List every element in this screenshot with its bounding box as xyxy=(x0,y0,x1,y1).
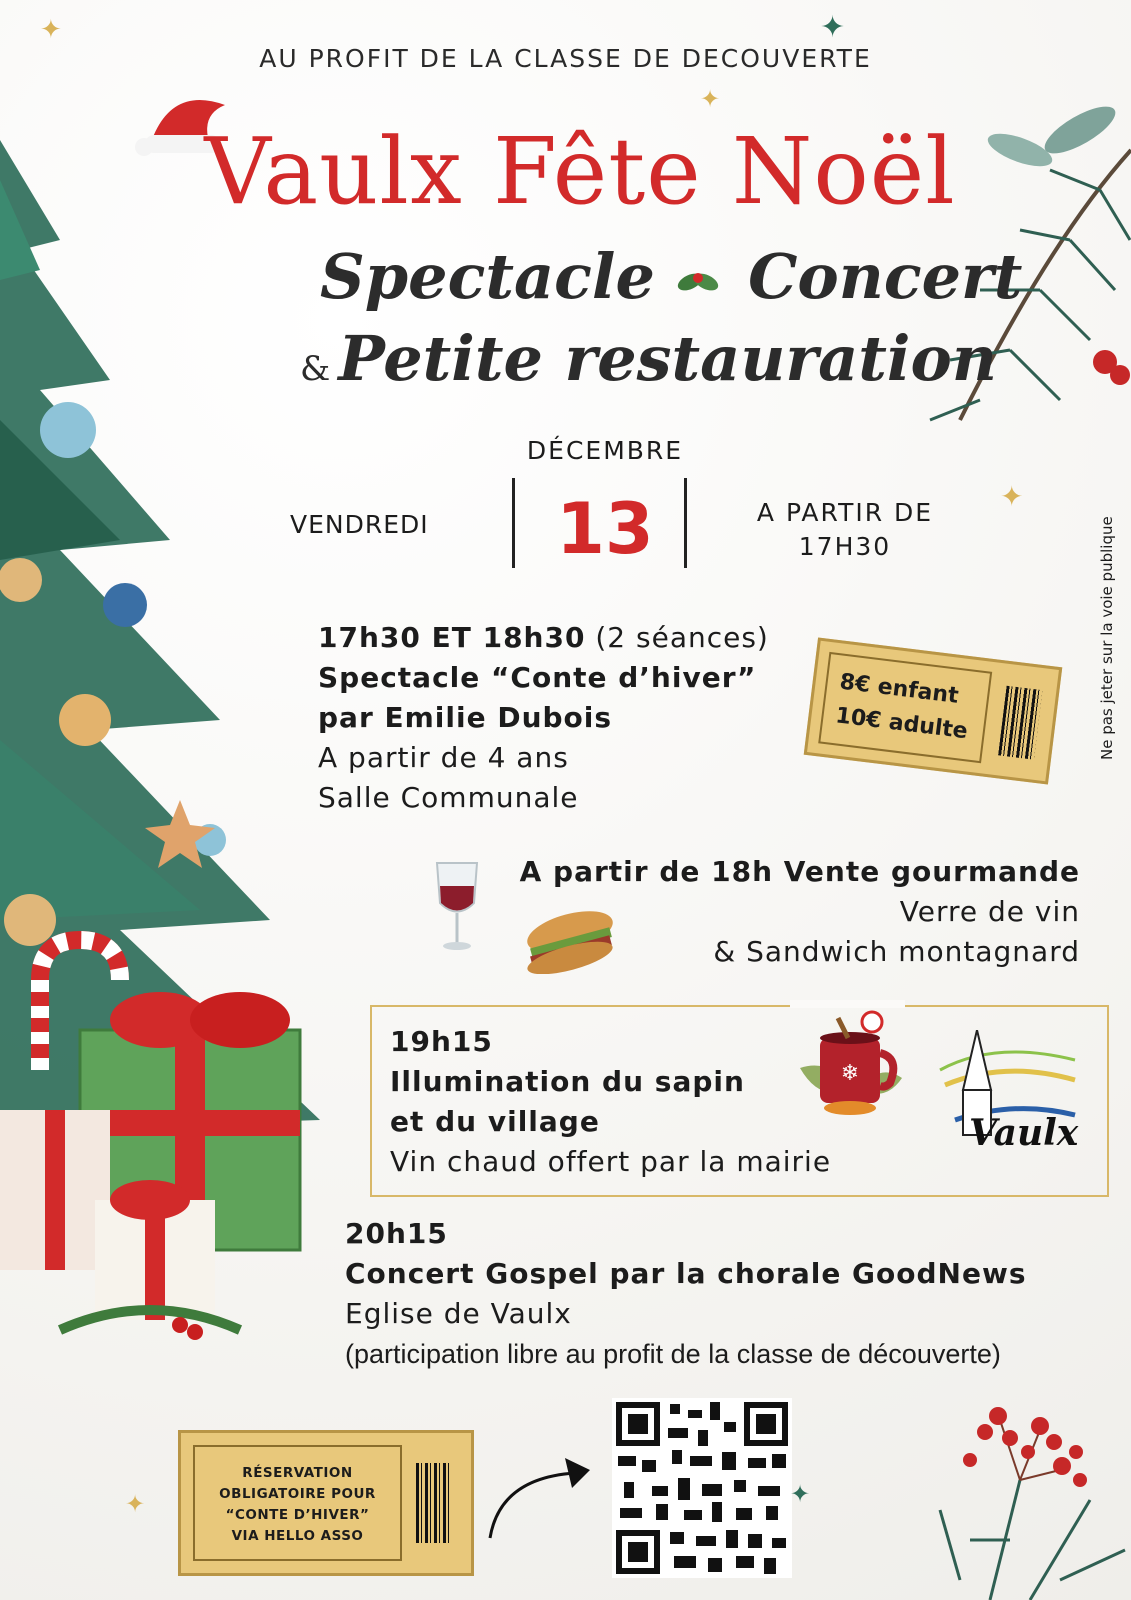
event-weekday: VENDREDI xyxy=(290,510,429,539)
illumination-line1: Illumination du sapin xyxy=(390,1065,745,1098)
vaulx-logo-text: Vaulx xyxy=(969,1112,1079,1154)
concert-block xyxy=(345,1214,1105,1374)
illumination-line2: et du village xyxy=(390,1105,600,1138)
sparkle-icon: ✦ xyxy=(40,15,62,45)
illumination-line3: Vin chaud offert par la mairie xyxy=(390,1145,832,1178)
price-adult: 10€ adulte xyxy=(834,703,970,745)
berries-icon xyxy=(930,1380,1131,1600)
gift-box-icon xyxy=(0,960,330,1360)
box-gap xyxy=(790,1000,905,1008)
show-place: Salle Communale xyxy=(318,781,579,814)
show-times: 17h30 ET 18h30 xyxy=(318,621,586,654)
reservation-line2: OBLIGATOIRE POUR xyxy=(219,1486,376,1502)
price-ticket-inner xyxy=(818,652,992,763)
subtitle-ampersand: & xyxy=(300,349,331,389)
sparkle-icon: ✦ xyxy=(700,85,721,113)
concert-title: Concert Gospel par la chorale GoodNews xyxy=(345,1257,1027,1290)
food-wine: Verre de vin xyxy=(899,895,1080,928)
side-note: Ne pas jeter sur la voie publique xyxy=(1098,516,1116,760)
concert-note: (participation libre au profit de la classe de découverte) xyxy=(345,1339,1001,1369)
sparkle-icon: ✦ xyxy=(820,10,846,45)
holly-icon xyxy=(676,264,726,300)
reservation-line1: RÉSERVATION xyxy=(242,1465,353,1481)
reservation-text xyxy=(195,1463,400,1547)
sparkle-icon: ✦ xyxy=(790,1480,811,1508)
reservation-ticket xyxy=(178,1430,474,1576)
event-day: 13 xyxy=(556,488,654,570)
date-divider-right xyxy=(684,478,687,568)
reservation-line3: “CONTE D’HIVER” xyxy=(225,1507,370,1523)
show-title: Spectacle “Conte d’hiver” xyxy=(318,661,757,694)
concert-time: 20h15 xyxy=(345,1217,448,1250)
svg-text:❄: ❄ xyxy=(840,1061,860,1086)
food-title: A partir de 18h Vente gourmande xyxy=(519,855,1080,888)
reservation-barcode xyxy=(416,1463,452,1543)
poster-title: Vaulx Fête Noël xyxy=(204,118,956,225)
show-age: A partir de 4 ans xyxy=(318,741,569,774)
sparkle-icon: ✦ xyxy=(1000,480,1024,513)
sparkle-icon: ✦ xyxy=(125,1490,146,1518)
subtitle-concert: Concert xyxy=(748,240,1023,313)
food-sandwich: & Sandwich montagnard xyxy=(713,935,1080,968)
subtitle-line-2 xyxy=(300,322,997,395)
qr-code-icon[interactable] xyxy=(612,1398,792,1578)
subtitle-spectacle: Spectacle xyxy=(320,240,655,313)
wine-glass-icon xyxy=(432,858,482,953)
reservation-line4: VIA HELLO ASSO xyxy=(231,1528,364,1544)
subtitle-restauration: Petite restauration xyxy=(338,322,997,395)
mulled-wine-mug-icon xyxy=(790,1008,910,1118)
vaulx-logo xyxy=(935,1030,1085,1180)
date-divider-left xyxy=(512,478,515,568)
price-child: 8€ enfant xyxy=(838,669,960,709)
illumination-time: 19h15 xyxy=(390,1025,493,1058)
ticket-barcode xyxy=(998,686,1042,760)
show-performer: par Emilie Dubois xyxy=(318,701,613,734)
event-start-time xyxy=(730,496,960,564)
show-block xyxy=(318,618,798,818)
subtitle-line-1 xyxy=(320,240,1022,313)
event-month: DÉCEMBRE xyxy=(526,436,684,465)
concert-place: Eglise de Vaulx xyxy=(345,1297,572,1330)
food-block xyxy=(500,852,1080,972)
start-time-label: A PARTIR DE xyxy=(756,498,934,527)
arrow-icon xyxy=(480,1448,600,1548)
show-sessions: (2 séances) xyxy=(595,621,769,654)
reservation-ticket-inner xyxy=(193,1445,402,1561)
benefit-line: AU PROFIT DE LA CLASSE DE DECOUVERTE xyxy=(259,44,872,73)
start-time-value: 17H30 xyxy=(798,532,892,561)
